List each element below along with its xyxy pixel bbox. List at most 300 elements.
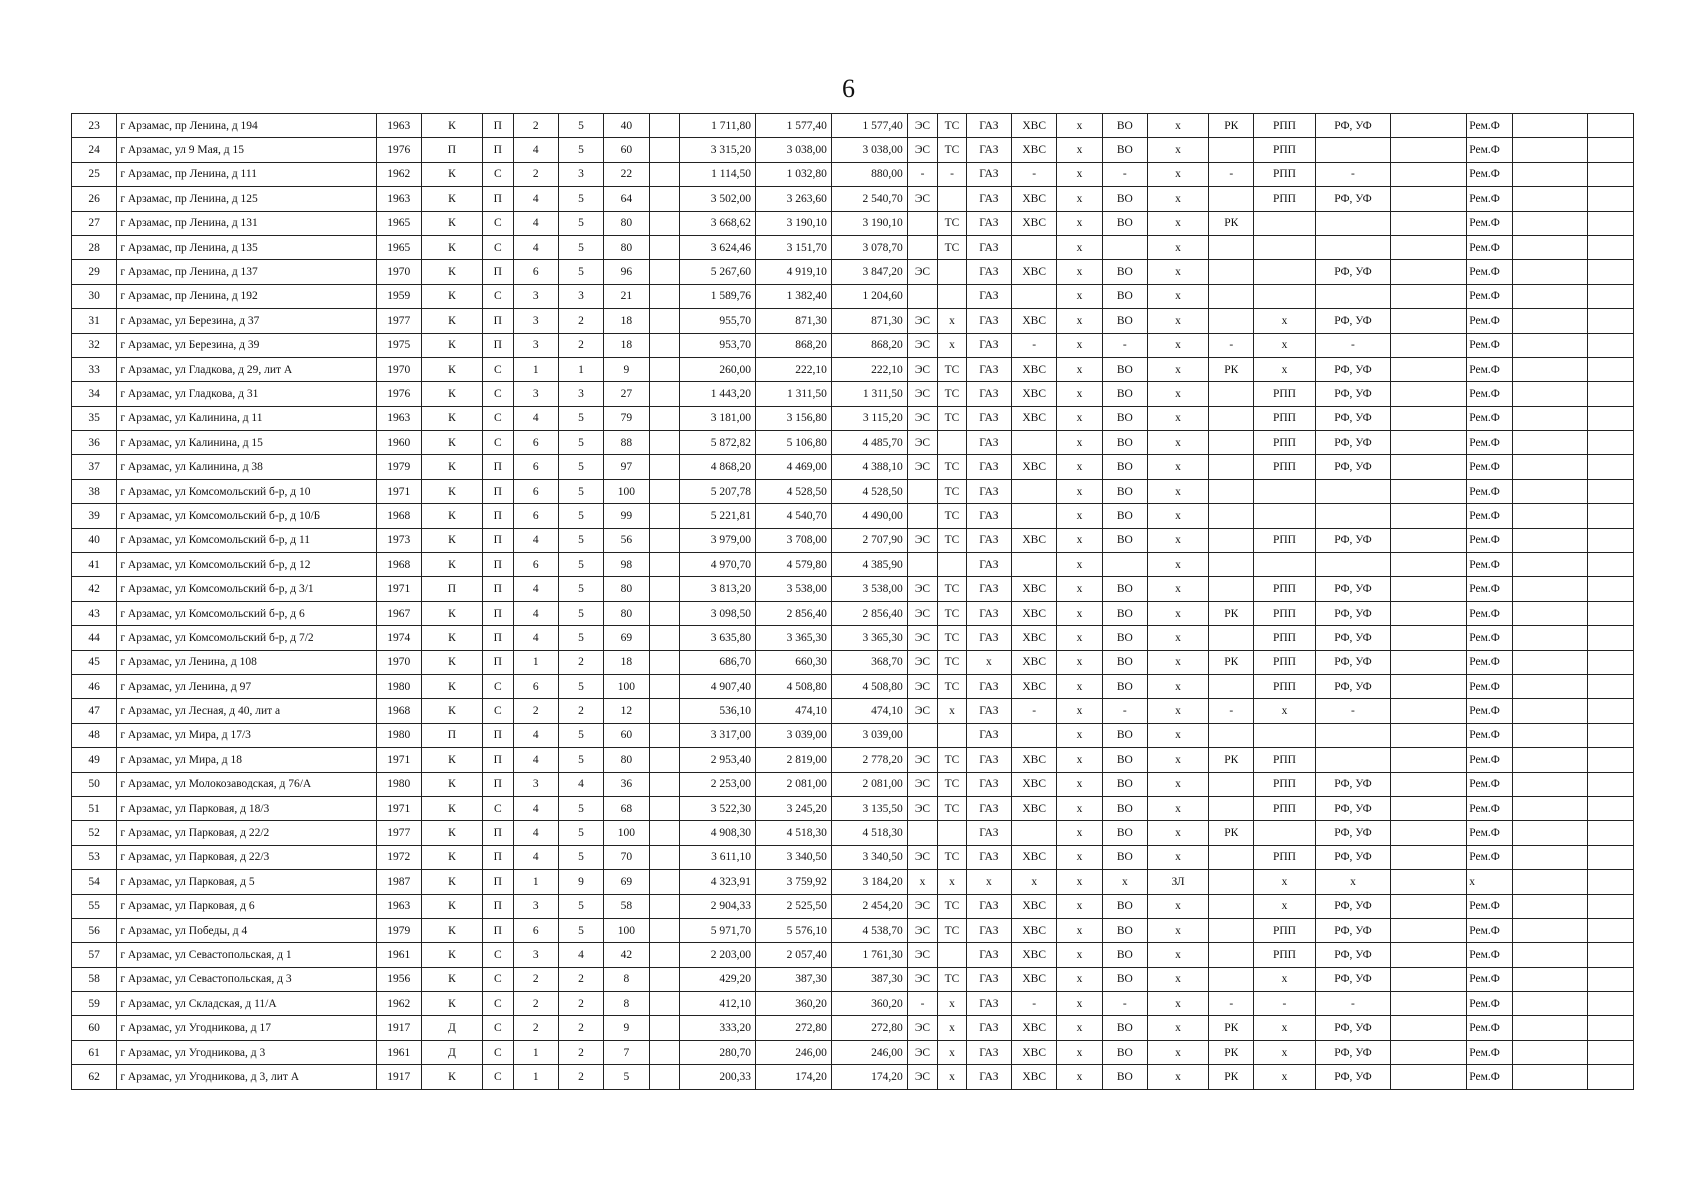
cell-blank-col-2 [1391, 1016, 1467, 1040]
cell-private-area: 2 081,00 [831, 772, 907, 796]
cell-garbage-chute: х [1147, 333, 1208, 357]
cell-wall-material: К [421, 894, 482, 918]
cell-repair-fund: Рем.Ф [1467, 821, 1512, 845]
cell-total-area: 3 317,00 [680, 723, 756, 747]
cell-heating: ТС [938, 918, 966, 942]
cell-year-built: 1976 [376, 382, 421, 406]
table-row [72, 772, 1634, 796]
cell-blank-col-3 [1512, 650, 1588, 674]
cell-gas: ГАЗ [966, 577, 1011, 601]
cell-gas: ГАЗ [966, 260, 1011, 284]
cell-cold-water: ХВС [1012, 1040, 1057, 1064]
cell-private-area: 222,10 [831, 357, 907, 381]
cell-power [907, 504, 938, 528]
cell-heating: ТС [938, 479, 966, 503]
cell-blank-col-2 [1391, 309, 1467, 333]
cell-garbage-chute: х [1147, 357, 1208, 381]
cell-living-area: 4 518,30 [755, 821, 831, 845]
cell-address: г Арзамас, ул Молокозаводская, д 76/А [117, 772, 376, 796]
cell-entrances: 1 [513, 1065, 558, 1089]
cell-apartments: 7 [604, 1040, 649, 1064]
cell-floor-type: П [483, 553, 514, 577]
cell-blank-col-4 [1588, 1040, 1634, 1064]
cell-major-repair [1254, 284, 1315, 308]
cell-apartments: 5 [604, 1065, 649, 1089]
cell-private-area: 3 039,00 [831, 723, 907, 747]
cell-address: г Арзамас, ул Калинина, д 38 [117, 455, 376, 479]
cell-floors: 5 [558, 504, 603, 528]
cell-facade-repair [1315, 211, 1391, 235]
cell-address: г Арзамас, ул Мира, д 18 [117, 748, 376, 772]
cell-blank-col-2 [1391, 845, 1467, 869]
cell-wall-material: К [421, 748, 482, 772]
cell-wall-material: К [421, 309, 482, 333]
cell-entrances: 4 [513, 528, 558, 552]
cell-apartments: 12 [604, 699, 649, 723]
cell-repair-fund: Рем.Ф [1467, 162, 1512, 186]
cell-entrances: 4 [513, 187, 558, 211]
cell-blank-col-2 [1391, 943, 1467, 967]
cell-blank-col [649, 382, 680, 406]
cell-roof-repair [1209, 528, 1254, 552]
cell-facade-repair [1315, 235, 1391, 259]
cell-hot-water: х [1057, 260, 1102, 284]
cell-power: ЭС [907, 918, 938, 942]
cell-floor-type: С [483, 1040, 514, 1064]
cell-roof-repair [1209, 455, 1254, 479]
cell-hot-water: х [1057, 967, 1102, 991]
cell-blank-col-3 [1512, 894, 1588, 918]
cell-facade-repair: РФ, УФ [1315, 796, 1391, 820]
cell-hot-water: х [1057, 382, 1102, 406]
cell-floor-type: П [483, 187, 514, 211]
cell-living-area: 387,30 [755, 967, 831, 991]
cell-living-area: 2 856,40 [755, 601, 831, 625]
cell-hot-water: х [1057, 723, 1102, 747]
cell-wall-material: К [421, 650, 482, 674]
cell-hot-water: х [1057, 455, 1102, 479]
cell-blank-col-4 [1588, 723, 1634, 747]
cell-roof-repair: - [1209, 333, 1254, 357]
cell-address: г Арзамас, ул Парковая, д 5 [117, 870, 376, 894]
cell-year-built: 1980 [376, 674, 421, 698]
cell-apartments: 97 [604, 455, 649, 479]
cell-facade-repair: - [1315, 992, 1391, 1016]
cell-total-area: 4 868,20 [680, 455, 756, 479]
cell-blank-col [649, 821, 680, 845]
cell-blank-col-3 [1512, 309, 1588, 333]
cell-major-repair: РПП [1254, 845, 1315, 869]
cell-heating [938, 284, 966, 308]
cell-hot-water: х [1057, 821, 1102, 845]
cell-blank-col-3 [1512, 992, 1588, 1016]
cell-facade-repair: - [1315, 333, 1391, 357]
cell-entrances: 1 [513, 650, 558, 674]
cell-address: г Арзамас, ул Ленина, д 108 [117, 650, 376, 674]
cell-heating: - [938, 162, 966, 186]
cell-facade-repair: РФ, УФ [1315, 1040, 1391, 1064]
cell-private-area: 1 311,50 [831, 382, 907, 406]
cell-wall-material: К [421, 967, 482, 991]
cell-blank-col [649, 723, 680, 747]
cell-roof-repair [1209, 309, 1254, 333]
cell-entrances: 4 [513, 796, 558, 820]
cell-floor-type: С [483, 284, 514, 308]
cell-facade-repair: РФ, УФ [1315, 967, 1391, 991]
cell-power: ЭС [907, 650, 938, 674]
cell-private-area: 272,80 [831, 1016, 907, 1040]
cell-heating: ТС [938, 235, 966, 259]
cell-power: - [907, 992, 938, 1016]
cell-floors: 5 [558, 406, 603, 430]
cell-living-area: 2 081,00 [755, 772, 831, 796]
cell-sewer: ВО [1102, 967, 1147, 991]
cell-blank-col-3 [1512, 674, 1588, 698]
cell-address: г Арзамас, ул Угодникова, д 3, лит А [117, 1065, 376, 1089]
cell-cold-water: ХВС [1012, 943, 1057, 967]
cell-facade-repair: х [1315, 870, 1391, 894]
cell-living-area: 2 057,40 [755, 943, 831, 967]
cell-heating: х [938, 992, 966, 1016]
cell-roof-repair: РК [1209, 601, 1254, 625]
cell-blank-col-2 [1391, 553, 1467, 577]
cell-major-repair [1254, 235, 1315, 259]
cell-roof-repair [1209, 187, 1254, 211]
cell-sewer: ВО [1102, 114, 1147, 138]
cell-blank-col-3 [1512, 138, 1588, 162]
cell-floor-type: П [483, 577, 514, 601]
cell-floors: 3 [558, 284, 603, 308]
cell-garbage-chute: х [1147, 918, 1208, 942]
cell-roof-repair [1209, 870, 1254, 894]
cell-address: г Арзамас, ул Березина, д 39 [117, 333, 376, 357]
cell-sewer: ВО [1102, 431, 1147, 455]
cell-row-number: 48 [72, 723, 117, 747]
cell-blank-col [649, 357, 680, 381]
cell-private-area: 3 184,20 [831, 870, 907, 894]
cell-living-area: 1 032,80 [755, 162, 831, 186]
cell-year-built: 1960 [376, 431, 421, 455]
cell-blank-col-2 [1391, 528, 1467, 552]
cell-apartments: 58 [604, 894, 649, 918]
cell-blank-col-4 [1588, 943, 1634, 967]
cell-hot-water: х [1057, 333, 1102, 357]
cell-wall-material: Д [421, 1040, 482, 1064]
cell-private-area: 3 365,30 [831, 626, 907, 650]
cell-living-area: 3 263,60 [755, 187, 831, 211]
cell-hot-water: х [1057, 918, 1102, 942]
cell-floor-type: П [483, 114, 514, 138]
cell-sewer: ВО [1102, 455, 1147, 479]
cell-entrances: 2 [513, 967, 558, 991]
cell-major-repair: РПП [1254, 431, 1315, 455]
cell-hot-water: х [1057, 309, 1102, 333]
cell-sewer: ВО [1102, 504, 1147, 528]
cell-entrances: 4 [513, 723, 558, 747]
cell-floors: 2 [558, 650, 603, 674]
cell-floors: 2 [558, 333, 603, 357]
cell-garbage-chute: х [1147, 845, 1208, 869]
cell-blank-col [649, 650, 680, 674]
cell-living-area: 3 038,00 [755, 138, 831, 162]
cell-hot-water: х [1057, 479, 1102, 503]
cell-major-repair: РПП [1254, 918, 1315, 942]
cell-hot-water: х [1057, 577, 1102, 601]
cell-cold-water: ХВС [1012, 406, 1057, 430]
cell-living-area: 3 156,80 [755, 406, 831, 430]
cell-cold-water [1012, 821, 1057, 845]
cell-hot-water: х [1057, 528, 1102, 552]
cell-living-area: 474,10 [755, 699, 831, 723]
cell-gas: х [966, 870, 1011, 894]
cell-blank-col-2 [1391, 406, 1467, 430]
cell-roof-repair: РК [1209, 821, 1254, 845]
cell-wall-material: К [421, 479, 482, 503]
cell-floors: 4 [558, 772, 603, 796]
cell-roof-repair [1209, 674, 1254, 698]
cell-floors: 5 [558, 796, 603, 820]
cell-roof-repair [1209, 235, 1254, 259]
cell-hot-water: х [1057, 114, 1102, 138]
cell-floor-type: П [483, 333, 514, 357]
cell-garbage-chute: х [1147, 577, 1208, 601]
cell-private-area: 4 485,70 [831, 431, 907, 455]
cell-private-area: 1 761,30 [831, 943, 907, 967]
cell-blank-col-2 [1391, 187, 1467, 211]
cell-power: ЭС [907, 699, 938, 723]
cell-wall-material: К [421, 235, 482, 259]
cell-total-area: 5 971,70 [680, 918, 756, 942]
cell-blank-col-4 [1588, 138, 1634, 162]
cell-heating: х [938, 333, 966, 357]
cell-blank-col [649, 1065, 680, 1089]
cell-entrances: 2 [513, 992, 558, 1016]
cell-roof-repair [1209, 382, 1254, 406]
cell-floors: 2 [558, 699, 603, 723]
cell-heating: ТС [938, 894, 966, 918]
cell-floors: 5 [558, 455, 603, 479]
cell-blank-col-3 [1512, 211, 1588, 235]
cell-apartments: 56 [604, 528, 649, 552]
cell-wall-material: К [421, 601, 482, 625]
cell-wall-material: К [421, 918, 482, 942]
cell-entrances: 6 [513, 553, 558, 577]
cell-floor-type: С [483, 674, 514, 698]
cell-gas: ГАЗ [966, 431, 1011, 455]
cell-floors: 5 [558, 918, 603, 942]
cell-living-area: 4 469,00 [755, 455, 831, 479]
cell-roof-repair [1209, 504, 1254, 528]
cell-row-number: 38 [72, 479, 117, 503]
table-row [72, 357, 1634, 381]
cell-total-area: 3 624,46 [680, 235, 756, 259]
cell-major-repair: х [1254, 333, 1315, 357]
cell-wall-material: К [421, 431, 482, 455]
cell-living-area: 3 759,92 [755, 870, 831, 894]
cell-major-repair: РПП [1254, 674, 1315, 698]
cell-total-area: 5 221,81 [680, 504, 756, 528]
cell-heating: х [938, 699, 966, 723]
cell-blank-col-3 [1512, 967, 1588, 991]
cell-hot-water: х [1057, 748, 1102, 772]
cell-blank-col-4 [1588, 479, 1634, 503]
cell-floor-type: С [483, 211, 514, 235]
cell-year-built: 1971 [376, 479, 421, 503]
cell-facade-repair: РФ, УФ [1315, 260, 1391, 284]
cell-roof-repair [1209, 772, 1254, 796]
cell-apartments: 60 [604, 723, 649, 747]
cell-hot-water: х [1057, 894, 1102, 918]
cell-total-area: 955,70 [680, 309, 756, 333]
cell-living-area: 4 540,70 [755, 504, 831, 528]
cell-power: ЭС [907, 382, 938, 406]
cell-private-area: 3 038,00 [831, 138, 907, 162]
cell-total-area: 5 872,82 [680, 431, 756, 455]
cell-blank-col [649, 235, 680, 259]
cell-address: г Арзамас, ул Комсомольский б-р, д 6 [117, 601, 376, 625]
cell-wall-material: К [421, 187, 482, 211]
cell-address: г Арзамас, ул Комсомольский б-р, д 3/1 [117, 577, 376, 601]
cell-entrances: 6 [513, 918, 558, 942]
cell-blank-col-4 [1588, 455, 1634, 479]
cell-private-area: 2 454,20 [831, 894, 907, 918]
cell-blank-col-3 [1512, 162, 1588, 186]
cell-private-area: 4 388,10 [831, 455, 907, 479]
cell-gas: ГАЗ [966, 114, 1011, 138]
cell-total-area: 5 267,60 [680, 260, 756, 284]
cell-address: г Арзамас, пр Ленина, д 192 [117, 284, 376, 308]
cell-blank-col-2 [1391, 796, 1467, 820]
cell-floors: 5 [558, 553, 603, 577]
cell-gas: ГАЗ [966, 138, 1011, 162]
cell-garbage-chute: х [1147, 382, 1208, 406]
cell-address: г Арзамас, ул Угодникова, д 17 [117, 1016, 376, 1040]
cell-repair-fund: Рем.Ф [1467, 796, 1512, 820]
cell-apartments: 80 [604, 577, 649, 601]
cell-blank-col-4 [1588, 406, 1634, 430]
cell-row-number: 42 [72, 577, 117, 601]
cell-blank-col-3 [1512, 626, 1588, 650]
cell-wall-material: П [421, 577, 482, 601]
cell-floors: 5 [558, 577, 603, 601]
cell-gas: ГАЗ [966, 772, 1011, 796]
cell-blank-col [649, 504, 680, 528]
cell-power [907, 821, 938, 845]
cell-major-repair: РПП [1254, 138, 1315, 162]
cell-repair-fund: Рем.Ф [1467, 235, 1512, 259]
cell-address: г Арзамас, ул Комсомольский б-р, д 11 [117, 528, 376, 552]
cell-sewer: ВО [1102, 626, 1147, 650]
cell-power [907, 479, 938, 503]
cell-roof-repair [1209, 431, 1254, 455]
cell-cold-water: - [1012, 699, 1057, 723]
cell-cold-water: ХВС [1012, 1016, 1057, 1040]
cell-roof-repair [1209, 894, 1254, 918]
cell-total-area: 260,00 [680, 357, 756, 381]
cell-garbage-chute: х [1147, 992, 1208, 1016]
cell-garbage-chute: х [1147, 821, 1208, 845]
cell-address: г Арзамас, ул Калинина, д 15 [117, 431, 376, 455]
cell-private-area: 3 847,20 [831, 260, 907, 284]
cell-cold-water: ХВС [1012, 845, 1057, 869]
cell-blank-col-3 [1512, 235, 1588, 259]
cell-blank-col-3 [1512, 528, 1588, 552]
cell-apartments: 21 [604, 284, 649, 308]
cell-year-built: 1980 [376, 772, 421, 796]
cell-garbage-chute: х [1147, 626, 1208, 650]
cell-power: ЭС [907, 577, 938, 601]
cell-cold-water: - [1012, 992, 1057, 1016]
cell-cold-water: ХВС [1012, 796, 1057, 820]
cell-facade-repair: РФ, УФ [1315, 626, 1391, 650]
cell-facade-repair: РФ, УФ [1315, 674, 1391, 698]
cell-row-number: 35 [72, 406, 117, 430]
cell-floors: 5 [558, 138, 603, 162]
cell-garbage-chute: х [1147, 235, 1208, 259]
cell-hot-water: х [1057, 357, 1102, 381]
cell-floor-type: П [483, 626, 514, 650]
table-row [72, 748, 1634, 772]
cell-repair-fund: Рем.Ф [1467, 1040, 1512, 1064]
cell-year-built: 1961 [376, 1040, 421, 1064]
cell-entrances: 3 [513, 333, 558, 357]
cell-address: г Арзамас, ул Парковая, д 18/3 [117, 796, 376, 820]
cell-total-area: 2 203,00 [680, 943, 756, 967]
cell-total-area: 3 668,62 [680, 211, 756, 235]
cell-entrances: 3 [513, 943, 558, 967]
cell-wall-material: К [421, 114, 482, 138]
cell-hot-water: х [1057, 626, 1102, 650]
cell-garbage-chute: х [1147, 455, 1208, 479]
cell-garbage-chute: х [1147, 260, 1208, 284]
cell-row-number: 24 [72, 138, 117, 162]
cell-address: г Арзамас, ул Гладкова, д 31 [117, 382, 376, 406]
cell-living-area: 360,20 [755, 992, 831, 1016]
cell-blank-col-4 [1588, 967, 1634, 991]
cell-floors: 3 [558, 382, 603, 406]
cell-power: х [907, 870, 938, 894]
cell-floor-type: П [483, 748, 514, 772]
cell-garbage-chute: х [1147, 187, 1208, 211]
table-row [72, 114, 1634, 138]
table-row [72, 309, 1634, 333]
cell-garbage-chute: х [1147, 772, 1208, 796]
cell-facade-repair: РФ, УФ [1315, 577, 1391, 601]
cell-total-area: 200,33 [680, 1065, 756, 1089]
cell-blank-col-4 [1588, 504, 1634, 528]
cell-row-number: 26 [72, 187, 117, 211]
cell-sewer: ВО [1102, 357, 1147, 381]
cell-entrances: 4 [513, 577, 558, 601]
cell-blank-col-3 [1512, 821, 1588, 845]
cell-blank-col-3 [1512, 455, 1588, 479]
cell-power: ЭС [907, 1040, 938, 1064]
cell-year-built: 1976 [376, 138, 421, 162]
cell-garbage-chute: х [1147, 406, 1208, 430]
cell-living-area: 1 577,40 [755, 114, 831, 138]
cell-heating: х [938, 1065, 966, 1089]
cell-blank-col-3 [1512, 479, 1588, 503]
cell-cold-water: х [1012, 870, 1057, 894]
cell-blank-col-4 [1588, 187, 1634, 211]
cell-power: ЭС [907, 333, 938, 357]
cell-facade-repair [1315, 138, 1391, 162]
cell-living-area: 3 538,00 [755, 577, 831, 601]
cell-hot-water: х [1057, 406, 1102, 430]
cell-heating: ТС [938, 650, 966, 674]
cell-floor-type: П [483, 870, 514, 894]
cell-sewer: ВО [1102, 577, 1147, 601]
